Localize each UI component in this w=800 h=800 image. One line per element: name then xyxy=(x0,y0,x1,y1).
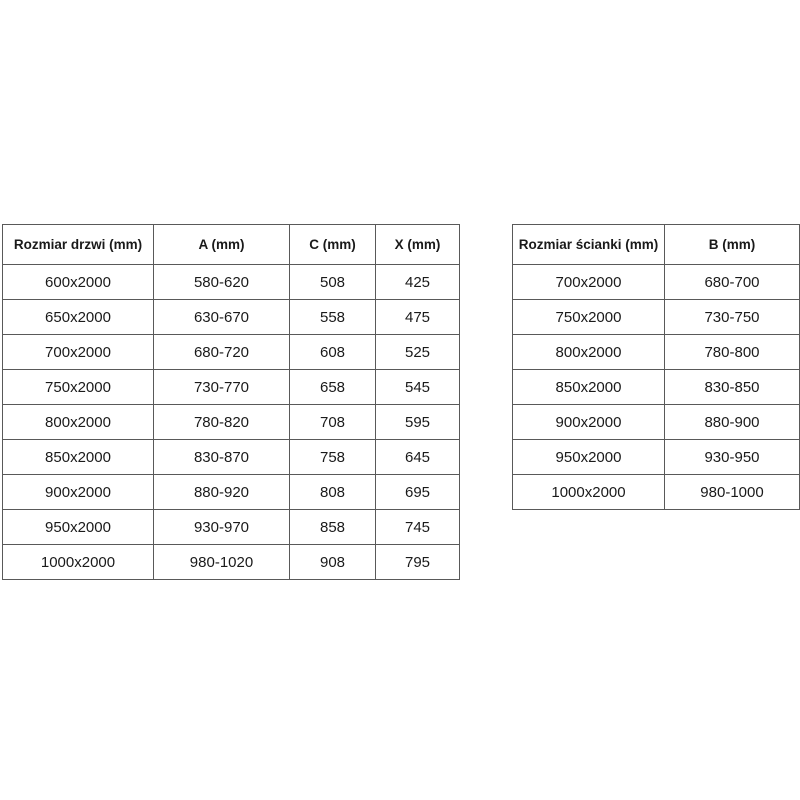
table-cell: 558 xyxy=(290,300,376,335)
table-row xyxy=(3,440,460,475)
table-cell: 930-950 xyxy=(665,440,800,475)
table-cell: 800x2000 xyxy=(513,335,665,370)
table-cell: 608 xyxy=(290,335,376,370)
table-row xyxy=(513,370,800,405)
table-cell: 650x2000 xyxy=(3,300,154,335)
table-cell: 950x2000 xyxy=(513,440,665,475)
table-row xyxy=(3,370,460,405)
table-row xyxy=(3,545,460,580)
table-row xyxy=(513,405,800,440)
table-cell: 630-670 xyxy=(154,300,290,335)
header-row xyxy=(513,225,800,265)
table-cell: 1000x2000 xyxy=(513,475,665,510)
table-cell: 808 xyxy=(290,475,376,510)
table-cell: 980-1020 xyxy=(154,545,290,580)
table-cell: 425 xyxy=(376,265,460,300)
table-cell: 730-750 xyxy=(665,300,800,335)
table-cell: 475 xyxy=(376,300,460,335)
table-cell: 700x2000 xyxy=(513,265,665,300)
table-cell: 600x2000 xyxy=(3,265,154,300)
table-row xyxy=(3,510,460,545)
table-cell: 745 xyxy=(376,510,460,545)
table-cell: 545 xyxy=(376,370,460,405)
table-cell: 930-970 xyxy=(154,510,290,545)
table-cell: 908 xyxy=(290,545,376,580)
door-size-table xyxy=(2,224,460,580)
table-cell: 850x2000 xyxy=(513,370,665,405)
table-cell: 525 xyxy=(376,335,460,370)
header-row xyxy=(3,225,460,265)
table-cell: 730-770 xyxy=(154,370,290,405)
table-row xyxy=(513,475,800,510)
table-cell: 780-820 xyxy=(154,405,290,440)
table-cell: 595 xyxy=(376,405,460,440)
table-cell: 680-720 xyxy=(154,335,290,370)
table-cell: 508 xyxy=(290,265,376,300)
table-cell: 680-700 xyxy=(665,265,800,300)
table-cell: 900x2000 xyxy=(3,475,154,510)
table-row xyxy=(3,265,460,300)
table-row xyxy=(3,300,460,335)
column-header: A (mm) xyxy=(154,225,290,265)
table-cell: 858 xyxy=(290,510,376,545)
table-cell: 645 xyxy=(376,440,460,475)
table-cell: 980-1000 xyxy=(665,475,800,510)
table-row xyxy=(3,335,460,370)
table-cell: 758 xyxy=(290,440,376,475)
table-cell: 880-900 xyxy=(665,405,800,440)
table-cell: 1000x2000 xyxy=(3,545,154,580)
table-cell: 880-920 xyxy=(154,475,290,510)
table-row xyxy=(3,475,460,510)
table-row xyxy=(513,335,800,370)
table-row xyxy=(3,405,460,440)
wall-size-table xyxy=(512,224,800,510)
table-cell: 695 xyxy=(376,475,460,510)
column-header: Rozmiar ścianki (mm) xyxy=(513,225,665,265)
table-cell: 580-620 xyxy=(154,265,290,300)
table-cell: 658 xyxy=(290,370,376,405)
table-cell: 900x2000 xyxy=(513,405,665,440)
table-cell: 850x2000 xyxy=(3,440,154,475)
table-cell: 750x2000 xyxy=(513,300,665,335)
column-header: C (mm) xyxy=(290,225,376,265)
table-cell: 780-800 xyxy=(665,335,800,370)
table-cell: 830-850 xyxy=(665,370,800,405)
table-row xyxy=(513,300,800,335)
table-cell: 800x2000 xyxy=(3,405,154,440)
table-cell: 700x2000 xyxy=(3,335,154,370)
column-header: B (mm) xyxy=(665,225,800,265)
table-row xyxy=(513,440,800,475)
column-header: Rozmiar drzwi (mm) xyxy=(3,225,154,265)
table-row xyxy=(513,265,800,300)
table-cell: 950x2000 xyxy=(3,510,154,545)
table-cell: 750x2000 xyxy=(3,370,154,405)
table-cell: 830-870 xyxy=(154,440,290,475)
table-cell: 795 xyxy=(376,545,460,580)
table-cell: 708 xyxy=(290,405,376,440)
column-header: X (mm) xyxy=(376,225,460,265)
